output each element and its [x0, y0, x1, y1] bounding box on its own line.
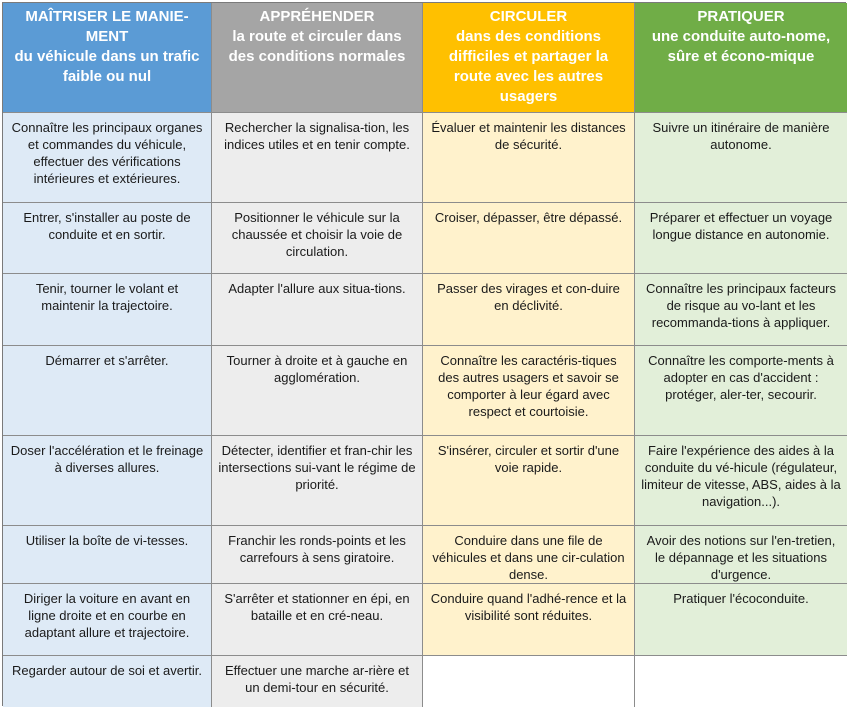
- header-col-4-title: PRATIQUER: [697, 8, 785, 25]
- table-cell: Passer des virages et con-duire en déclivité.: [423, 274, 635, 346]
- header-col-4: [635, 3, 847, 113]
- table-cell: Tenir, tourner le volant et maintenir la trajectoire.: [3, 274, 212, 346]
- table-cell: Positionner le véhicule sur la chaussée et choisir la voie de circulation.: [212, 203, 423, 274]
- header-col-1: [3, 3, 212, 113]
- header-col-1-title: MAÎTRISER LE MANIE-MENT: [25, 8, 189, 45]
- table-cell: Pratiquer l'écoconduite.: [635, 584, 847, 656]
- table-cell: Suivre un itinéraire de manière autonome.: [635, 113, 847, 203]
- header-col-2: [212, 3, 423, 113]
- empty-cell: [635, 656, 847, 707]
- table-cell: Faire l'expérience des aides à la conduite du vé-hicule (régulateur, limiteur de vitesse, ABS, aides à la navigation...).: [635, 436, 847, 526]
- table-cell: Regarder autour de soi et avertir.: [3, 656, 212, 707]
- table-cell: Démarrer et s'arrêter.: [3, 346, 212, 436]
- table-cell: Utiliser la boîte de vi-tesses.: [3, 526, 212, 584]
- competences-table: [2, 2, 846, 706]
- header-col-2-subtitle: la route et circuler dans des conditions normales: [228, 28, 406, 65]
- table-cell: Diriger la voiture en avant en ligne droite et en courbe en adaptant allure et trajectoire.: [3, 584, 212, 656]
- table-cell: Franchir les ronds-points et les carrefours à sens giratoire.: [212, 526, 423, 584]
- header-col-3-subtitle: dans des conditions difficiles et partager la route avec les autres usagers: [448, 28, 609, 105]
- table-cell: Évaluer et maintenir les distances de sécurité.: [423, 113, 635, 203]
- empty-cell: [423, 656, 635, 707]
- table-cell: Croiser, dépasser, être dépassé.: [423, 203, 635, 274]
- table-cell: Connaître les principaux organes et commandes du véhicule, effectuer des vérifications intérieures et extérieures.: [3, 113, 212, 203]
- table-cell: S'arrêter et stationner en épi, en bataille et en cré-neau.: [212, 584, 423, 656]
- header-col-1-subtitle: du véhicule dans un trafic faible ou nul: [14, 48, 200, 85]
- table-cell: Doser l'accélération et le freinage à diverses allures.: [3, 436, 212, 526]
- table-cell: Conduire quand l'adhé-rence et la visibilité sont réduites.: [423, 584, 635, 656]
- table-cell: Entrer, s'installer au poste de conduite et en sortir.: [3, 203, 212, 274]
- table-cell: S'insérer, circuler et sortir d'une voie rapide.: [423, 436, 635, 526]
- table-cell: Rechercher la signalisa-tion, les indices utiles et en tenir compte.: [212, 113, 423, 203]
- table-cell: Connaître les caractéris-tiques des autres usagers et savoir se comporter à leur égard avec respect et courtoisie.: [423, 346, 635, 436]
- table-cell: Effectuer une marche ar-rière et un demi-tour en sécurité.: [212, 656, 423, 707]
- header-col-4-subtitle: une conduite auto-nome, sûre et écono-mique: [651, 28, 831, 65]
- table-cell: Connaître les comporte-ments à adopter en cas d'accident : protéger, aler-ter, secourir.: [635, 346, 847, 436]
- header-col-3-title: CIRCULER: [489, 8, 568, 25]
- table-cell: Détecter, identifier et fran-chir les intersections sui-vant le régime de priorité.: [212, 436, 423, 526]
- table-cell: Avoir des notions sur l'en-tretien, le dépannage et les situations d'urgence.: [635, 526, 847, 584]
- table-cell: Tourner à droite et à gauche en agglomération.: [212, 346, 423, 436]
- header-col-3: [423, 3, 635, 113]
- table-cell: Connaître les principaux facteurs de risque au vo-lant et les recommanda-tions à appliquer.: [635, 274, 847, 346]
- table-cell: Adapter l'allure aux situa-tions.: [212, 274, 423, 346]
- table-cell: Préparer et effectuer un voyage longue distance en autonomie.: [635, 203, 847, 274]
- table-cell: Conduire dans une file de véhicules et dans une cir-culation dense.: [423, 526, 635, 584]
- header-col-2-title: APPRÉHENDER: [259, 8, 375, 25]
